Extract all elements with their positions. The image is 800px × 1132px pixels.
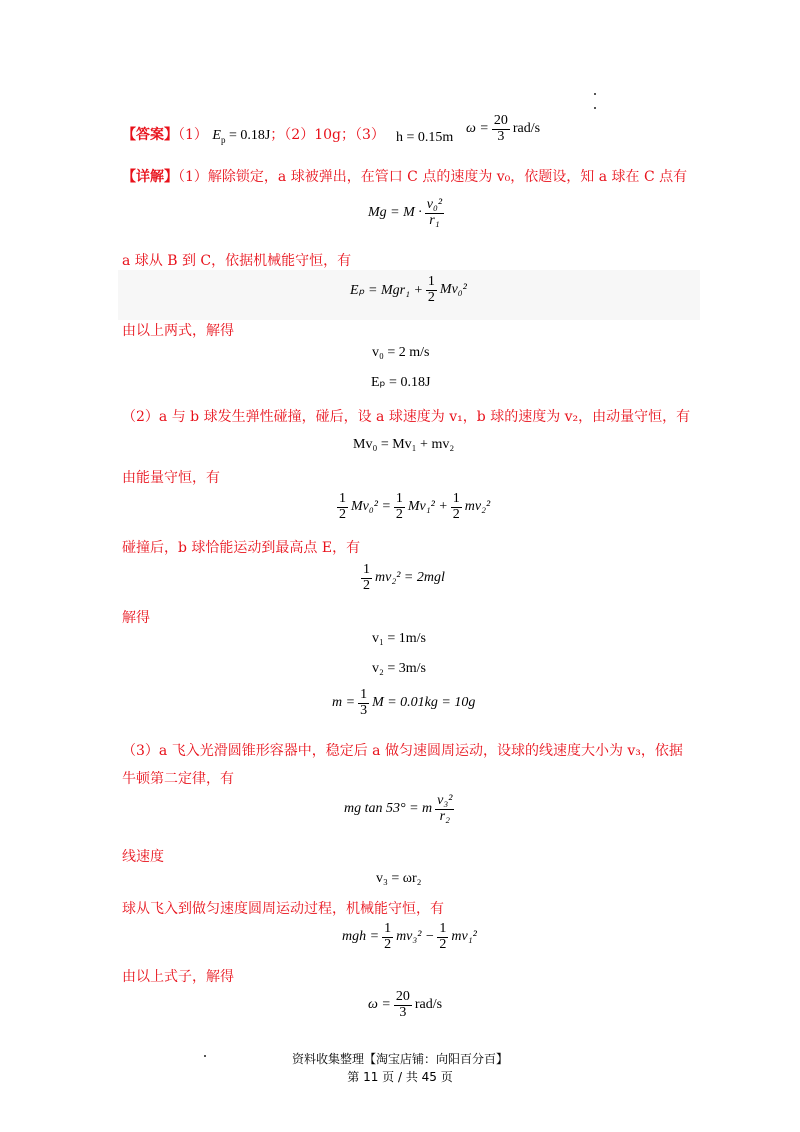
eq11-num: v₃² (437, 793, 453, 808)
eq6-a: Mv₀² = (351, 499, 391, 515)
detail-line-6: 碰撞后，b 球恰能运动到最高点 E，有 (122, 540, 361, 556)
eq10-left: m = (332, 695, 356, 711)
eq2-right: Mv₀² (439, 282, 467, 298)
eq2-den: 2 (427, 289, 435, 305)
eq1-den: r₁ (429, 212, 440, 228)
eq6-frac3-den: 2 (452, 506, 460, 522)
eq11-left: mg tan 53° = m (344, 801, 433, 817)
detail-label: 【详解】 (122, 169, 178, 185)
eq6-frac1-num: 1 (339, 491, 346, 506)
eq6-b: Mv₁² + (407, 499, 448, 515)
detail-line-11: 球从飞入到做匀速度圆周运动过程，机械能守恒，有 (122, 901, 444, 917)
answer-omega-num: 20 (493, 113, 508, 128)
equation-8: v₁ = 1m/s (372, 631, 427, 646)
answer-line (122, 124, 385, 145)
detail-line-5: 由能量守恒，有 (122, 470, 220, 486)
answer-ep-symbol: E (212, 128, 221, 143)
eq2-left: Eₚ = Mgr₁ + (350, 282, 423, 298)
eq7-den: 2 (363, 577, 370, 593)
equation-6 (334, 492, 490, 522)
eq13-frac1-num: 1 (384, 921, 392, 936)
equation-13 (342, 922, 477, 952)
eq13-left: mgh = (342, 929, 380, 945)
answer-omega-unit: rad/s (512, 121, 541, 137)
eq10-num: 1 (360, 687, 368, 702)
eq10-right: M = 0.01kg = 10g (372, 695, 476, 711)
eq11-den: r₂ (439, 808, 450, 824)
equation-11 (344, 794, 457, 824)
equation-5: Mv₀ = Mv₁ + mv₂ (353, 437, 455, 452)
eq6-frac2-den: 2 (395, 506, 403, 522)
eq1-num: v₀² (426, 197, 443, 212)
detail-line-12: 由以上式子，解得 (122, 969, 234, 985)
answer-ep-sub: p (220, 134, 226, 145)
eq14-num: 20 (395, 989, 410, 1004)
equation-14 (368, 990, 442, 1020)
eq13-mid: mv₃² − (396, 929, 435, 945)
eq13-frac1-den: 2 (384, 936, 392, 952)
eq14-unit: rad/s (414, 997, 443, 1013)
speck-mark (594, 107, 596, 109)
equation-10 (332, 688, 475, 718)
equation-12: v₃ = ωr₂ (376, 871, 422, 886)
eq6-c: mv₂² (464, 499, 491, 515)
answer-sep: ；（2）10g；（3） (270, 127, 385, 143)
equation-4: Eₚ = 0.18J (371, 375, 431, 390)
eq6-frac1-den: 2 (339, 506, 346, 522)
equation-3: v₀ = 2 m/s (372, 345, 430, 360)
equation-7 (358, 563, 445, 593)
eq7-right: mv₂² = 2mgl (375, 570, 445, 586)
equation-2 (350, 275, 467, 305)
answer-ep-value: = 0.18J (225, 128, 271, 143)
speck-mark (594, 93, 596, 95)
detail-text-1: （1）解除锁定，a 球被弹出，在管口 C 点的速度为 v₀，依题设，知 a 球在 C 点有 (178, 169, 688, 185)
answer-part1: （1） (178, 127, 208, 143)
detail-line-7: 解得 (122, 610, 150, 626)
detail-line-9: 牛顿第二定律，有 (122, 771, 234, 787)
equation-9: v₂ = 3m/s (372, 661, 427, 676)
detail-line-4: （2）a 与 b 球发生弹性碰撞，碰后，设 a 球速度为 v₁，b 球的速度为 v₂，由动量守恒，有 (122, 409, 691, 425)
equation-1 (368, 198, 447, 228)
eq1-left: Mg = M · (368, 205, 422, 221)
eq14-left: ω = (368, 997, 391, 1013)
detail-line-10: 线速度 (122, 849, 164, 865)
answer-omega-den: 3 (497, 128, 505, 144)
answer-omega-sym: ω = (466, 121, 489, 137)
answer-omega (466, 114, 540, 144)
eq14-den: 3 (399, 1004, 407, 1020)
eq7-num: 1 (363, 562, 370, 577)
detail-line-2: a 球从 B 到 C，依据机械能守恒，有 (122, 253, 352, 269)
eq6-frac2-num: 1 (395, 491, 403, 506)
answer-label: 【答案】 (122, 127, 178, 143)
eq6-frac3-num: 1 (452, 491, 460, 506)
eq13-frac2-den: 2 (439, 936, 447, 952)
answer-h-value: h = 0.15m (396, 130, 454, 145)
eq2-num: 1 (427, 274, 435, 289)
detail-line-8: （3）a 飞入光滑圆锥形容器中，稳定后 a 做匀速圆周运动，设球的线速度大小为 v₃，依据 (122, 743, 683, 759)
detail-line-1 (122, 166, 687, 186)
footer-source: 资料收集整理【淘宝店铺：向阳百分百】 (291, 1052, 508, 1066)
eq13-frac2-num: 1 (439, 921, 447, 936)
detail-line-3: 由以上两式，解得 (122, 323, 234, 339)
eq13-right: mv₁² (451, 929, 477, 945)
footer-page-number: 第 11 页 / 共 45 页 (347, 1070, 453, 1084)
eq10-den: 3 (360, 702, 368, 718)
